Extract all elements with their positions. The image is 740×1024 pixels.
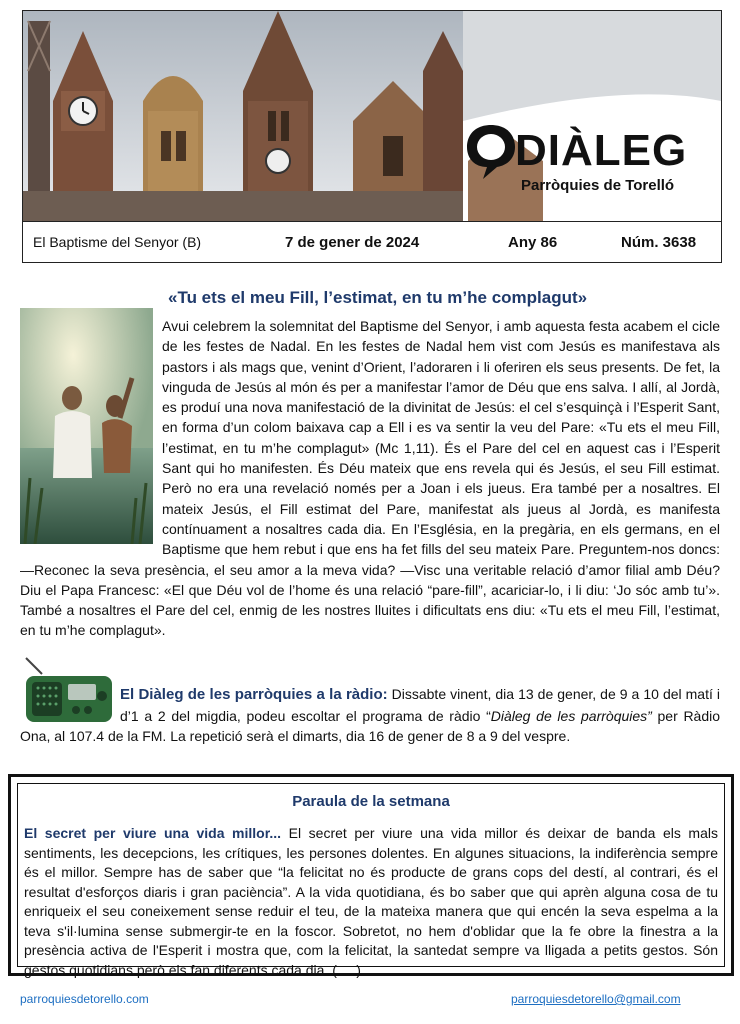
word-of-week-box: [8, 774, 734, 976]
radio-heading: El Diàleg de les parròquies a la ràdio:: [120, 686, 388, 703]
image-wrap-spacer: [20, 316, 162, 558]
word-of-week-inner: [17, 783, 725, 978]
radio-text-part-1: Dissabte vinent, dia 13 de gener, de 9 a 10 del matí i d’1 a 2 del migdia, podeu escoltar el programa de ràdio “: [120, 686, 720, 724]
brand-subtitle: Parròquies de Torelló: [521, 177, 675, 194]
radio-wrap-spacer: [20, 684, 120, 722]
radio-text-part-2: per Ràdio Ona, al 107.4 de la FM. La repetició serà el dimarts, dia 16 de gener de 8 a 9 del vespre.: [20, 707, 721, 744]
issue-info-bar: [23, 221, 721, 262]
speech-bubble-icon: [463, 121, 519, 181]
dialeg-logo: [463, 121, 693, 211]
brand-name: DIÀLEG: [515, 126, 688, 175]
feast-label: El Baptisme del Senyor (B): [33, 234, 202, 250]
article-body: Avui celebrem la solemnitat del Baptisme del Senyor, i amb aquesta festa acabem el cicle de les festes de Nadal. En les festes de Nadal hem vist com Jesús es manifestava als pastors i als mags que, venint d’Orient, l’adoraren i li oferiren els seus presents. De fet, la vinguda de Jesús al món és per a manifestar l’amor de Déu que ens salva. I allí, al Jordà, es produí una nova manifestació de la divinitat de Jesús: el cel s’esquinçà i l’Esperit Sant, en forma d’un colom baixava cap a Ell i es va sentir la veu del Pare: «Tu ets el meu Fill, l’estimat, en tu m’he complagut» (Mc 1,11). És el Pare del cel en aquest cas i l’Esperit Sant qui ho manifesten. És Déu mateix que ens revela qui és Jesús, el seu Fill estimat. Però no era una revelació només per a Joan i els jueus. Era també per a nosaltres. El mateix Jesús, el Fill estimat del Pare, manifestat als jueus al Jordà, es manifesta contínuament a nosaltres cada dia. En l’Església, en la pregària, en els germans, en el Baptisme que hem rebut i que ens ha fet fills del seu mateix Pare. Preguntem-nos doncs: —Reconec la seva presència, el seu amor a la meva vida? —Visc una veritable relació d’amor filial amb Déu? Diu el Papa Francesc: «El que Déu vol de l’home és una relació “pare-fill”, acariciar-lo, i li diu: ‘Jo sóc amb tu’». També a nosaltres el Pare del cel, enmig de les nostres lluites i dificultats ens diu: «Tu ets el meu Fill, l’estimat, en tu m’he complagut».: [20, 318, 720, 639]
article-body-container: [20, 316, 720, 641]
word-of-week-body: El secret per viure una vida millor és deixar de banda els mals sentiments, les decepcions, les crítiques, les persones dolentes. En algunes situacions, la indiferència sempre és el millor. Sempre has de saber que “la felicitat no és producte de grans cops del destí, al contrari, és el resultat d'esforços diaris i gran paciència”. A la vida quotidiana, és bo saber que qui aprèn alguna cosa de tu enriqueix el seu coneixement sense reduir el teu, de la mateixa manera que qui encén la seva espelma a la teva s'il·lumina sense submergir-te en la foscor. Sobretot, no hem d'oblidar que la fe obre la finestra a la presència activa de l'Esperit i mostra que, com la felicitat, la santedat sempre va lligada a petits gestos. Són gestos quotidians però els fan diferents cada dia. (.....): [24, 825, 718, 978]
website-link[interactable]: parroquiesdetorello.com: [20, 992, 149, 1006]
word-of-week-heading: El secret per viure una vida millor...: [24, 825, 282, 841]
issue-number: Núm. 3638: [621, 234, 697, 251]
issue-year: Any 86: [508, 234, 558, 251]
word-of-week-title: Paraula de la setmana: [292, 793, 450, 810]
email-link[interactable]: parroquiesdetorello@gmail.com: [511, 992, 681, 1006]
article-title: «Tu ets el meu Fill, l’estimat, en tu m’he complagut»: [168, 288, 588, 307]
masthead: [22, 10, 722, 263]
word-of-week-text: [24, 824, 718, 980]
issue-date: 7 de gener de 2024: [285, 234, 420, 251]
radio-program-name: Diàleg de les parròquies”: [490, 707, 652, 724]
radio-notice: [20, 684, 720, 747]
